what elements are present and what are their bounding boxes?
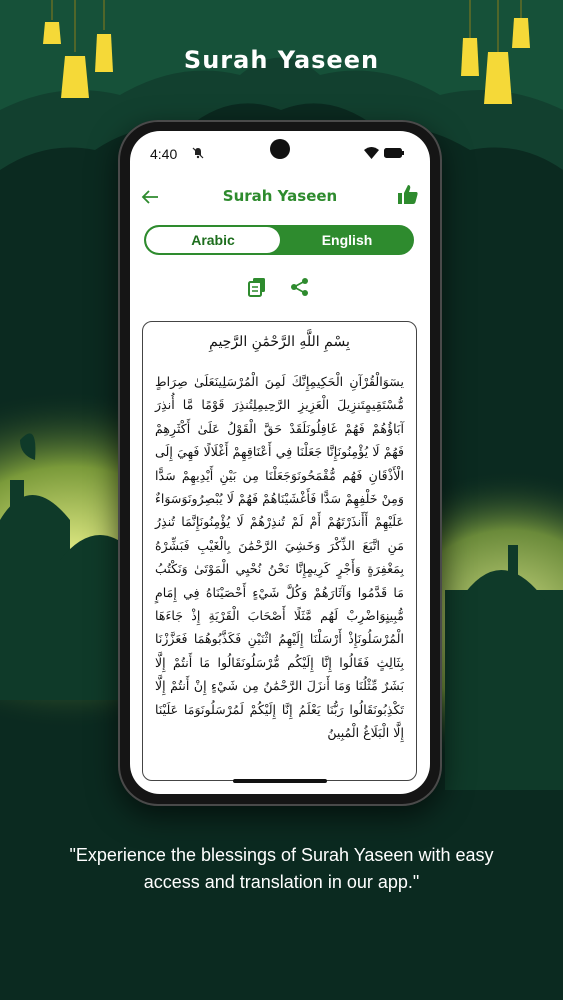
surah-verses-text: يسٓوَالْقُرْآنِ الْحَكِيمِإِنَّكَ لَمِنَ الْمُرْسَلِينَعَلَىٰ صِرَاطٍ مُّسْتَقِيمٍتَنزِيلَ الْعَزِيزِ الرَّحِيمِلِتُنذِرَ قَوْمًا مَّا أُنذِرَ آبَاؤُهُمْ فَهُمْ غَافِلُونَلَقَدْ حَقَّ الْقَوْلُ عَلَىٰ أَكْثَرِهِمْ فَهُمْ لَا يُؤْمِنُونَإِنَّا جَعَلْنَا فِي أَعْنَاقِهِمْ أَغْلَالًا فَهِيَ إِلَى الْأَذْقَانِ فَهُم مُّقْمَحُونَوَجَعَلْنَا مِن بَيْنِ أَيْدِيهِمْ سَدًّا وَمِنْ خَلْفِهِمْ سَدًّا فَأَغْشَيْنَاهُمْ فَهُمْ لَا يُبْصِرُونَوَسَوَاءٌ عَلَيْهِمْ أَأَنذَرْتَهُمْ أَمْ لَمْ تُنذِرْهُمْ لَا يُؤْمِنُونَإِنَّمَا تُنذِرُ مَنِ اتَّبَعَ الذِّكْرَ وَخَشِيَ الرَّحْمَٰنَ بِالْغَيْبِ فَبَشِّرْهُ بِمَغْفِرَةٍ وَأَجْرٍ كَرِيمٍإِنَّا نَحْنُ نُحْيِي الْمَوْتَىٰ وَنَكْتُبُ مَا قَدَّمُوا وَآثَارَهُمْ وَكُلَّ شَيْءٍ أَحْصَيْنَاهُ فِي إِمَامٍ مُّبِينٍوَاضْرِبْ لَهُم مَّثَلًا أَصْحَابَ الْقَرْيَةِ إِذْ جَاءَهَا الْمُرْسَلُونَإِذْ أَرْسَلْنَا إِلَيْهِمُ اثْنَيْنِ فَكَذَّبُوهُمَا فَعَزَّزْنَا بِثَالِثٍ فَقَالُوا إِنَّا إِلَيْكُم مُّرْسَلُونَقَالُوا مَا أَنتُمْ إِلَّا بَشَرٌ مِّثْلُنَا وَمَا أَنزَلَ الرَّحْمَٰنُ مِن شَيْءٍ إِنْ أَنتُمْ إِلَّا تَكْذِبُونَقَالُوا رَبُّنَا يَعْلَمُ إِنَّا إِلَيْكُمْ لَمُرْسَلُونَوَمَا عَلَيْنَا إِلَّا الْبَلَاغُ الْمُبِينُ: [155, 374, 404, 741]
content-toolbar: [130, 275, 430, 299]
bismillah-text: بِسْمِ اللَّهِ الرَّحْمَٰنِ الرَّحِيمِ: [209, 334, 350, 350]
app-screen: [130, 131, 430, 794]
battery-icon: [384, 148, 404, 158]
wifi-icon: [364, 147, 379, 159]
share-icon[interactable]: [290, 277, 310, 297]
toggle-option-arabic[interactable]: Arabic: [146, 227, 280, 253]
promo-title: Surah Yaseen: [183, 46, 380, 74]
surah-text-card[interactable]: [142, 321, 417, 781]
copy-icon[interactable]: [248, 277, 266, 297]
toggle-option-english[interactable]: English: [321, 232, 373, 248]
status-time: 4:40: [150, 146, 178, 162]
status-bar: [130, 131, 430, 173]
app-title: Surah Yaseen: [222, 187, 338, 205]
front-camera: [270, 139, 290, 159]
language-toggle: [144, 225, 414, 255]
promo-caption: "Experience the blessings of Surah Yaseen with easy access and translation in our app.": [69, 845, 494, 892]
app-bar: [130, 177, 430, 217]
home-indicator[interactable]: [233, 779, 327, 783]
phone-frame: [118, 120, 442, 806]
bell-off-icon: [192, 147, 204, 159]
thumbs-up-icon[interactable]: [396, 183, 420, 207]
